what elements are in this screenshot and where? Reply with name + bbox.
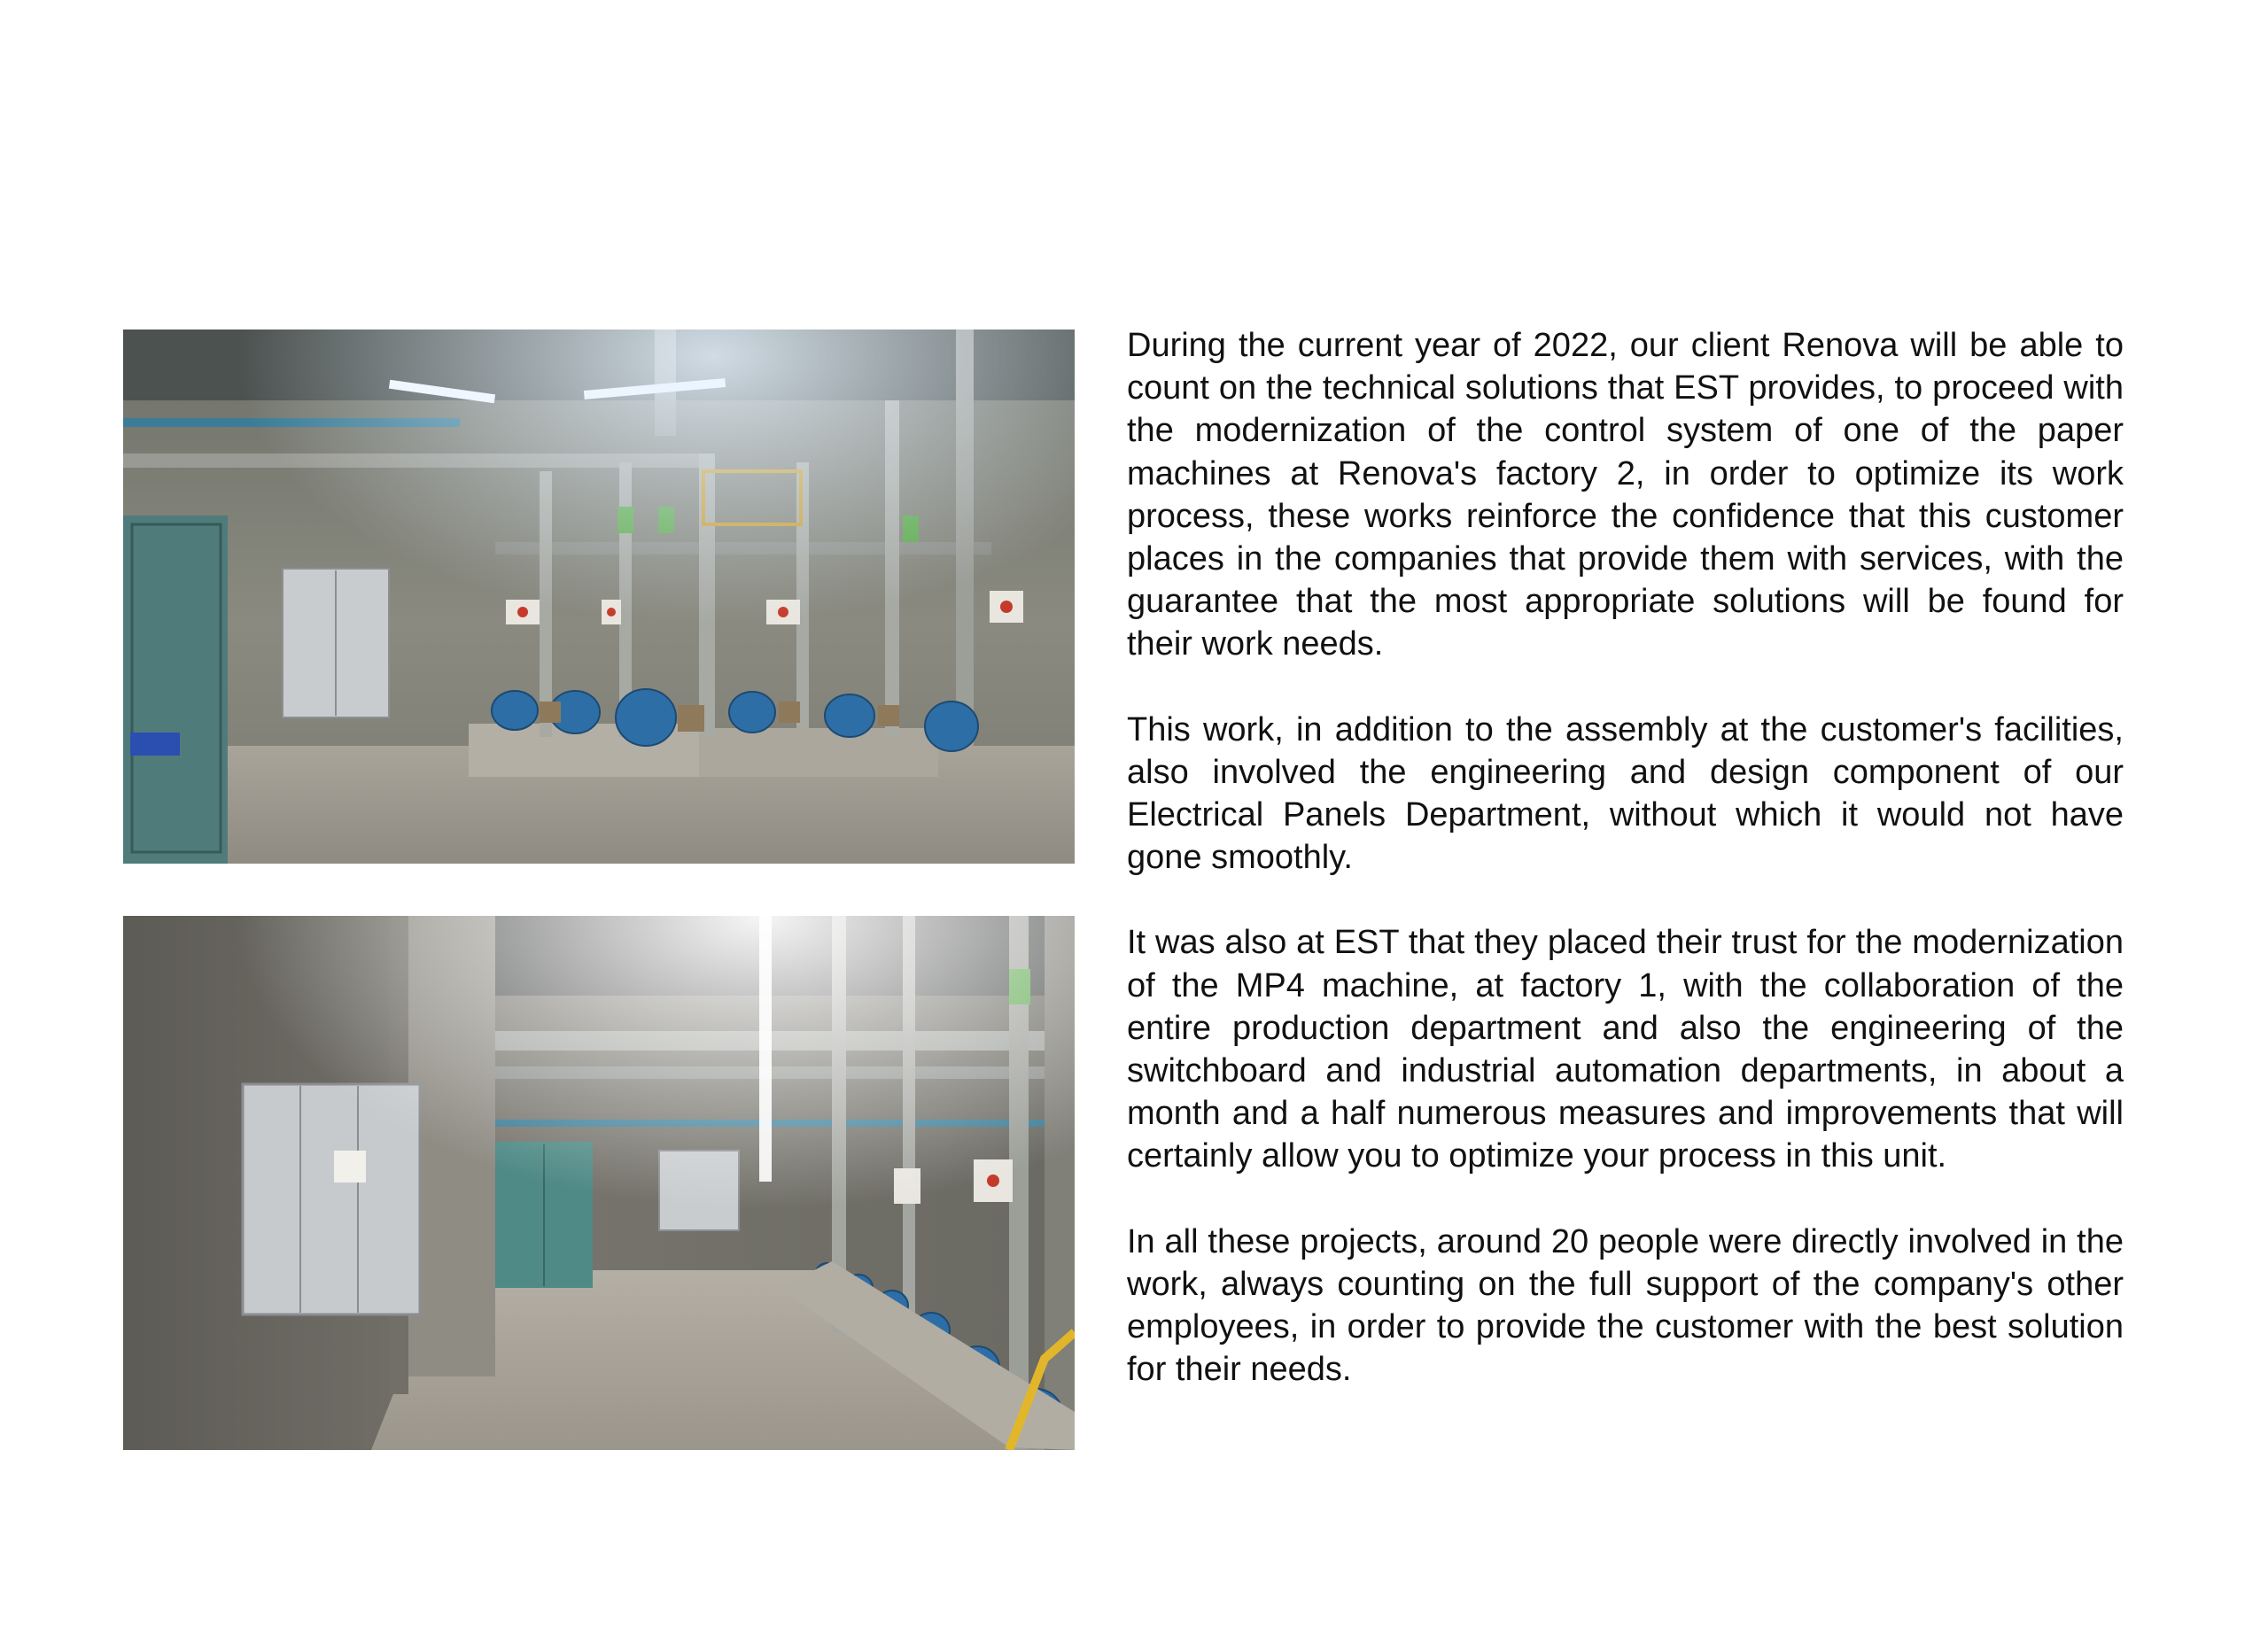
pump-room-illustration-bottom: [123, 916, 1075, 1450]
pump-room-illustration-top: [123, 330, 1075, 864]
paragraph-4: In all these projects, around 20 people were directly involved in the work, always counting on the full support of the company's other employees, in order to provide the customer with the best solution for their needs.: [1127, 1222, 2124, 1389]
paragraph-2: This work, in addition to the assembly at the customer's facilities, also involved the engineering and design component of our Electrical Panels Department, without which it would not have gone smoothly.: [1127, 710, 2124, 877]
paragraph-1: During the current year of 2022, our client Renova will be able to count on the technical solutions that EST provides, to proceed with the modernization of the control system of one of the paper machines at Renova's factory 2, in order to optimize its work process, these works reinforce the confidence that this customer places in the companies that provide them with services, with the guarantee that the most appropriate solutions will be found for their work needs.: [1127, 327, 2124, 663]
article-text: [1127, 324, 2124, 1433]
pump-room-photo-bottom: [123, 916, 1075, 1450]
pump-room-photo-top: [123, 330, 1075, 864]
paragraph-3: It was also at EST that they placed their trust for the modernization of the MP4 machine, at factory 1, with the collaboration of the entire production department and also the engineering of the switchboard and industrial automation departments, in about a month and a half numerous measures and improvements that will certainly allow you to optimize your process in this unit.: [1127, 924, 2124, 1175]
